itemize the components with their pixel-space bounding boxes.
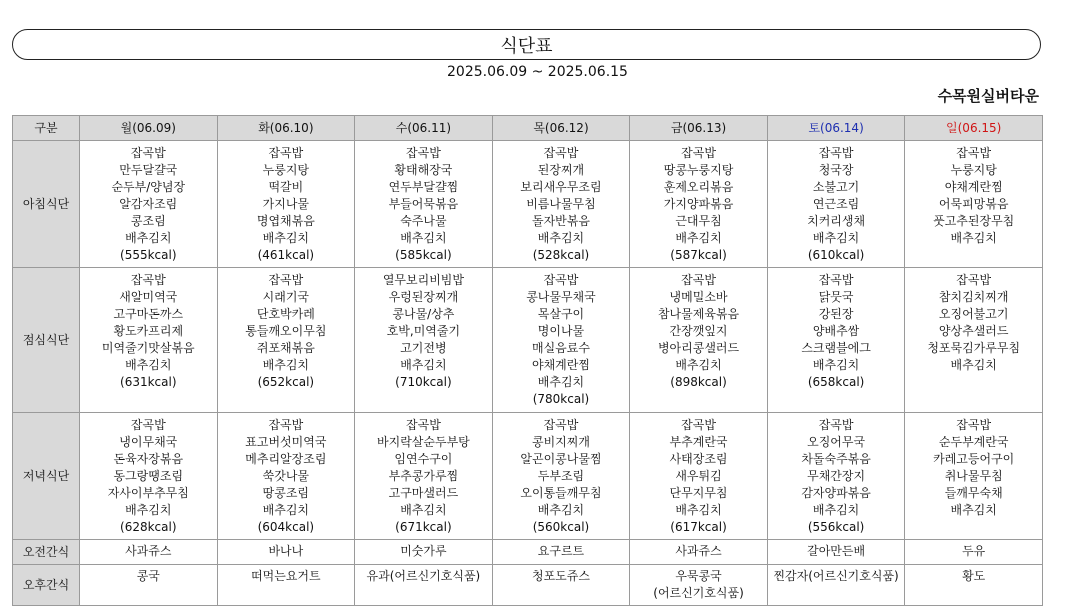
menu-item: 동그랑땡조림 [113, 469, 184, 483]
menu-cell [630, 413, 768, 540]
menu-cell [767, 565, 905, 606]
menu-item: 배추김치 [400, 503, 447, 517]
menu-item: 잡곡밥 [543, 146, 579, 160]
menu-item: 취나물무침 [944, 469, 1003, 483]
menu-item: 누룽지탕 [950, 163, 997, 177]
menu-item: (671kcal) [395, 520, 452, 534]
menu-item: 오이통들깨무침 [520, 486, 602, 500]
menu-item: (780kcal) [532, 392, 590, 406]
menu-item: 배추김치 [262, 503, 310, 517]
menu-item: 메추리알장조림 [245, 452, 327, 466]
menu-item: 열무보리비빔밥 [382, 273, 464, 287]
menu-item: 배추김치 [675, 231, 722, 245]
menu-item: 연근조림 [812, 197, 860, 211]
menu-item: 사태장조림 [669, 452, 728, 466]
menu-item: 순두부/양념장 [111, 180, 186, 194]
menu-item: 양배추쌈 [812, 324, 860, 338]
menu-item: 자사이부추무침 [107, 486, 189, 500]
menu-item: 잡곡밥 [956, 273, 992, 287]
menu-item: (610kcal) [807, 248, 865, 262]
menu-item: 명엽채볶음 [256, 214, 315, 228]
menu-item: 소불고기 [812, 180, 860, 194]
menu-item: 냉메밀소바 [669, 290, 728, 304]
menu-item: 부추콩가루찜 [388, 469, 459, 483]
menu-item: 잡곡밥 [130, 146, 166, 160]
menu-item: 잡곡밥 [268, 273, 304, 287]
day-header: 금(06.13) [630, 116, 768, 141]
menu-item: 잡곡밥 [681, 146, 716, 160]
menu-item: 돈육자장볶음 [113, 452, 184, 466]
menu-item: 미숫가루 [400, 544, 447, 558]
menu-cell [492, 268, 630, 413]
menu-item: 잡곡밥 [268, 418, 304, 432]
menu-item: 잡곡밥 [130, 273, 166, 287]
menu-item: 콩나물무채국 [526, 290, 596, 304]
menu-item: 배추김치 [262, 358, 310, 372]
menu-cell [355, 268, 493, 413]
menu-item: 잡곡밥 [956, 418, 992, 432]
menu-item: 임연수구이 [394, 452, 453, 466]
menu-cell [630, 268, 768, 413]
menu-item: 우묵콩국(어르신기호식품) [653, 569, 744, 600]
menu-item: 배추김치 [125, 503, 172, 517]
menu-cell [217, 268, 355, 413]
menu-title-box [12, 29, 1041, 60]
menu-item: 알감자조림 [119, 197, 178, 211]
menu-item: 찐감자(어르신기호식품) [773, 569, 899, 583]
menu-item: 어묵피망볶음 [938, 197, 1009, 211]
menu-item: 콩비지찌개 [531, 435, 590, 449]
menu-cell [630, 565, 768, 606]
menu-item: 두부조림 [537, 469, 585, 483]
meal-row [13, 540, 1043, 565]
menu-item: 고구마샐러드 [388, 486, 459, 500]
menu-item: 사과쥬스 [125, 544, 172, 558]
menu-item: 유과(어르신기호식품) [366, 569, 481, 583]
menu-cell [217, 540, 355, 565]
menu-item: 갈아만든배 [807, 544, 866, 558]
menu-item: 잡곡밥 [543, 418, 579, 432]
menu-item: 돌자반볶음 [531, 214, 590, 228]
meal-type-label: 점심식단 [13, 268, 80, 413]
menu-item: 황도카프리제 [113, 324, 184, 338]
menu-item: 만두달걀국 [119, 163, 178, 177]
menu-item: (555kcal) [120, 248, 177, 262]
menu-item: 보리새우무조림 [520, 180, 602, 194]
day-header-saturday: 토(06.14) [767, 116, 905, 141]
menu-item: 순두부계란국 [938, 435, 1009, 449]
menu-cell [905, 565, 1043, 606]
menu-item: 배추김치 [125, 231, 172, 245]
menu-cell [492, 565, 630, 606]
menu-item: (604kcal) [257, 520, 315, 534]
menu-item: 카레고등어구이 [933, 452, 1015, 466]
menu-item: (652kcal) [257, 375, 315, 389]
menu-item: 야채계란찜 [944, 180, 1003, 194]
menu-item: 땅콩조림 [262, 486, 310, 500]
menu-item: 콩조림 [130, 214, 166, 228]
menu-item: 잡곡밥 [543, 273, 579, 287]
menu-item: 배추김치 [675, 358, 722, 372]
menu-cell [80, 413, 218, 540]
menu-item: 병아리콩샐러드 [657, 341, 740, 355]
menu-cell [355, 565, 493, 606]
menu-item: 단호박카레 [256, 307, 315, 321]
meal-row [13, 141, 1043, 268]
menu-item: (461kcal) [257, 248, 315, 262]
menu-cell [217, 413, 355, 540]
menu-item: 감자양파볶음 [801, 486, 871, 500]
menu-cell [80, 141, 218, 268]
menu-item: 통들깨오이무침 [245, 324, 327, 338]
menu-item: 단무지무침 [669, 486, 728, 500]
menu-item: (898kcal) [670, 375, 727, 389]
menu-item: 황태해장국 [394, 163, 453, 177]
menu-item: 매실음료수 [531, 341, 590, 355]
corner-header: 구분 [13, 116, 80, 141]
menu-item: (560kcal) [532, 520, 590, 534]
menu-item: 풋고추된장무침 [933, 214, 1015, 228]
menu-item: 양상추샐러드 [938, 324, 1009, 338]
date-range: 2025.06.09 ~ 2025.06.15 [447, 64, 628, 80]
menu-item: 냉이무채국 [119, 435, 178, 449]
menu-item: 요구르트 [537, 544, 585, 558]
menu-item: 쑥갓나물 [262, 469, 310, 483]
menu-item: 청포묵김가루무침 [927, 341, 1021, 355]
menu-item: 잡곡밥 [681, 273, 716, 287]
menu-item: 알곤이콩나물찜 [520, 452, 602, 466]
menu-item: 청포도쥬스 [531, 569, 590, 583]
menu-cell [217, 141, 355, 268]
day-header: 월(06.09) [80, 116, 218, 141]
menu-item: 배추김치 [950, 231, 997, 245]
organization-name: 수목원실버타운 [937, 87, 1039, 105]
menu-cell [355, 141, 493, 268]
menu-item: 부들어묵볶음 [388, 197, 459, 211]
menu-item: 사과쥬스 [675, 544, 722, 558]
menu-item: 배추김치 [537, 375, 585, 389]
menu-cell [355, 540, 493, 565]
menu-item: (556kcal) [807, 520, 865, 534]
menu-item: 시래기국 [262, 290, 310, 304]
menu-cell [355, 413, 493, 540]
menu-item: 바나나 [268, 544, 304, 558]
meal-row [13, 565, 1043, 606]
menu-item: 누룽지탕 [262, 163, 310, 177]
menu-item: 비름나물무침 [526, 197, 596, 211]
menu-item: 스크램블에그 [801, 341, 871, 355]
menu-item: 땅콩누룽지탕 [663, 163, 734, 177]
menu-item: 잡곡밥 [818, 273, 854, 287]
menu-item: 배추김치 [812, 358, 860, 372]
menu-item: 잡곡밥 [268, 146, 304, 160]
menu-item: 배추김치 [262, 231, 310, 245]
menu-item: (587kcal) [670, 248, 727, 262]
menu-item: 부추계란국 [669, 435, 728, 449]
meal-type-label: 아침식단 [13, 141, 80, 268]
menu-item: 참나물제육볶음 [657, 307, 740, 321]
menu-item: 잡곡밥 [956, 146, 992, 160]
menu-item: 차돌숙주볶음 [801, 452, 871, 466]
menu-item: 들깨무숙채 [944, 486, 1003, 500]
menu-item: 목살구이 [537, 307, 585, 321]
menu-item: 배추김치 [812, 231, 860, 245]
menu-item: 떡갈비 [268, 180, 304, 194]
meal-type-label: 저녁식단 [13, 413, 80, 540]
menu-item: (585kcal) [395, 248, 452, 262]
menu-item: (710kcal) [395, 375, 452, 389]
menu-item: 미역줄기맛살볶음 [101, 341, 195, 355]
menu-item: 잡곡밥 [130, 418, 166, 432]
menu-item: 쥐포채볶음 [256, 341, 315, 355]
meal-row [13, 413, 1043, 540]
menu-item: 된장찌개 [537, 163, 585, 177]
menu-item: 야채계란찜 [531, 358, 590, 372]
menu-cell [630, 540, 768, 565]
menu-item: 콩국 [136, 569, 160, 583]
menu-item: (617kcal) [670, 520, 727, 534]
menu-item: 배추김치 [125, 358, 172, 372]
menu-cell [630, 141, 768, 268]
menu-item: 가지나물 [262, 197, 310, 211]
menu-item: 새알미역국 [119, 290, 178, 304]
menu-item: 배추김치 [537, 503, 585, 517]
menu-item: 배추김치 [537, 231, 585, 245]
menu-item: 오징어불고기 [938, 307, 1009, 321]
menu-item: 고구마돈까스 [113, 307, 184, 321]
menu-item: 근대무침 [675, 214, 722, 228]
menu-item: 고기전병 [400, 341, 447, 355]
menu-item: 오징어무국 [807, 435, 866, 449]
menu-item: 잡곡밥 [406, 146, 441, 160]
menu-item: (631kcal) [120, 375, 177, 389]
menu-item: 배추김치 [675, 503, 722, 517]
page-title: 식단표 [500, 35, 553, 57]
menu-item: 표고버섯미역국 [245, 435, 327, 449]
menu-item: 바지락살순두부탕 [377, 435, 470, 449]
menu-item: 배추김치 [812, 503, 860, 517]
menu-item: 무채간장지 [807, 469, 866, 483]
weekly-menu-table [12, 115, 1043, 606]
menu-item: 황도 [962, 569, 986, 583]
menu-item: (658kcal) [807, 375, 865, 389]
menu-item: 가지양파볶음 [663, 197, 734, 211]
meal-type-label: 오전간식 [13, 540, 80, 565]
menu-item: 간장깻잎지 [669, 324, 728, 338]
menu-item: 콩나물/상추 [392, 307, 455, 321]
menu-item: 호박,미역줄기 [386, 324, 461, 338]
menu-item: 치커리생채 [807, 214, 866, 228]
menu-item: (628kcal) [120, 520, 177, 534]
menu-cell [80, 565, 218, 606]
menu-cell [905, 413, 1043, 540]
menu-cell [80, 268, 218, 413]
menu-item: 숙주나물 [400, 214, 447, 228]
day-header: 목(06.12) [492, 116, 630, 141]
menu-cell [767, 413, 905, 540]
menu-item: 우렁된장찌개 [388, 290, 459, 304]
day-header: 화(06.10) [217, 116, 355, 141]
header-row [13, 116, 1043, 141]
menu-item: 명이나물 [537, 324, 585, 338]
menu-item: 배추김치 [400, 358, 447, 372]
menu-item: 떠먹는요거트 [251, 569, 321, 583]
menu-item: 배추김치 [950, 503, 997, 517]
menu-item: (528kcal) [532, 248, 590, 262]
menu-cell [492, 141, 630, 268]
menu-cell [905, 268, 1043, 413]
menu-cell [905, 540, 1043, 565]
meal-type-label: 오후간식 [13, 565, 80, 606]
menu-item: 두유 [962, 544, 986, 558]
menu-item: 강된장 [818, 307, 854, 321]
menu-cell [492, 540, 630, 565]
menu-item: 잡곡밥 [406, 418, 441, 432]
menu-cell [905, 141, 1043, 268]
day-header: 수(06.11) [355, 116, 493, 141]
menu-item: 닭뭇국 [818, 290, 854, 304]
menu-item: 훈제오리볶음 [663, 180, 734, 194]
menu-cell [767, 141, 905, 268]
menu-item: 청국장 [818, 163, 854, 177]
menu-cell [492, 413, 630, 540]
day-header-sunday: 일(06.15) [905, 116, 1043, 141]
menu-item: 잡곡밥 [818, 418, 854, 432]
menu-item: 잡곡밥 [818, 146, 854, 160]
menu-cell [80, 540, 218, 565]
menu-item: 잡곡밥 [681, 418, 716, 432]
menu-item: 배추김치 [950, 358, 997, 372]
menu-cell [767, 540, 905, 565]
menu-item: 연두부달걀찜 [388, 180, 459, 194]
menu-item: 새우튀김 [675, 469, 722, 483]
menu-cell [767, 268, 905, 413]
meal-row [13, 268, 1043, 413]
menu-item: 참치김치찌개 [938, 290, 1009, 304]
menu-cell [217, 565, 355, 606]
menu-item: 배추김치 [400, 231, 447, 245]
